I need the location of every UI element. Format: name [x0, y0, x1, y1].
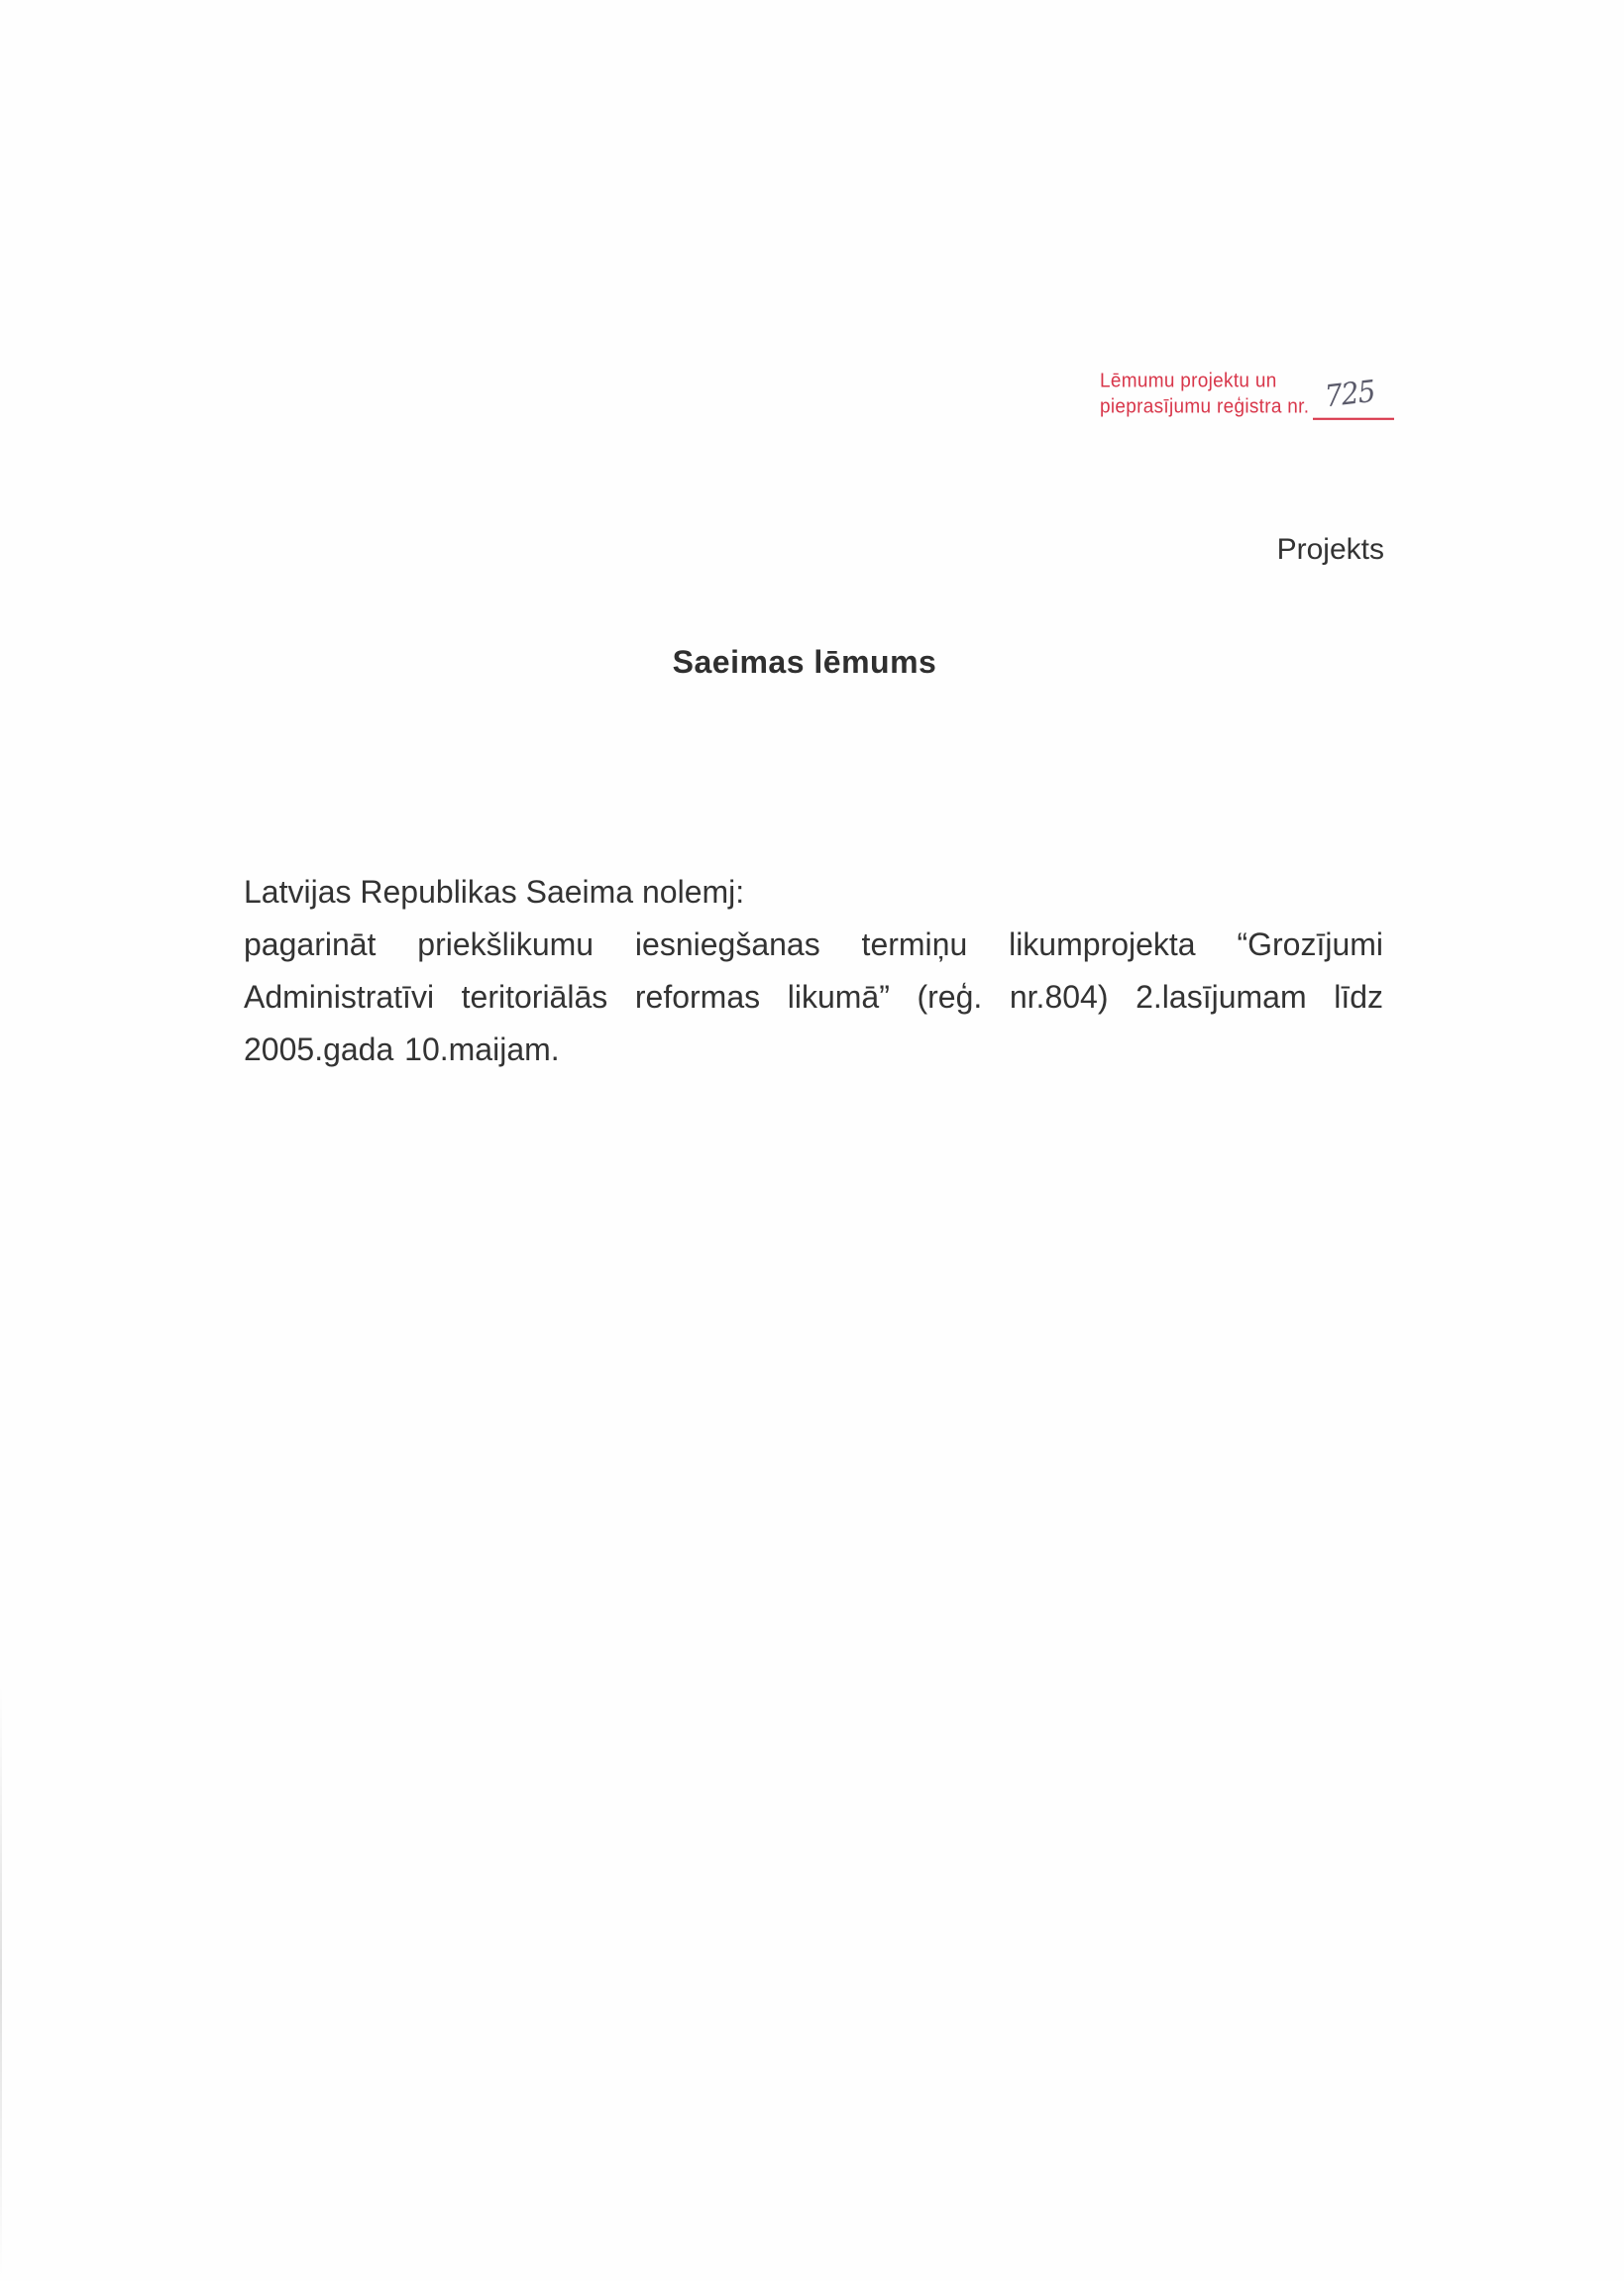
scan-edge-shadow	[0, 1684, 2, 2279]
decision-intro: Latvijas Republikas Saeima nolemj:	[244, 874, 745, 910]
stamp-line-1: Lēmumu projektu un	[1100, 370, 1277, 392]
registration-stamp	[1100, 369, 1397, 420]
decision-paragraph: pagarināt priekšlikumu iesniegšanas termiņu likumprojekta “Grozījumi Administratīvi teritoriālās reformas likumā” (reģ. nr.804) 2.lasījumam līdz 2005.gada 10.maijam.	[244, 926, 1383, 1067]
document-title-text: Saeimas lēmums	[672, 644, 937, 680]
stamp-line-2-text: pieprasījumu reģistra nr.	[1100, 395, 1310, 418]
document-body	[244, 866, 1383, 1076]
document-title	[0, 644, 1624, 681]
handwritten-registration-number: 725	[1323, 373, 1377, 414]
stamp-number-field	[1313, 373, 1394, 420]
draft-status-label: Projekts	[1276, 533, 1384, 566]
